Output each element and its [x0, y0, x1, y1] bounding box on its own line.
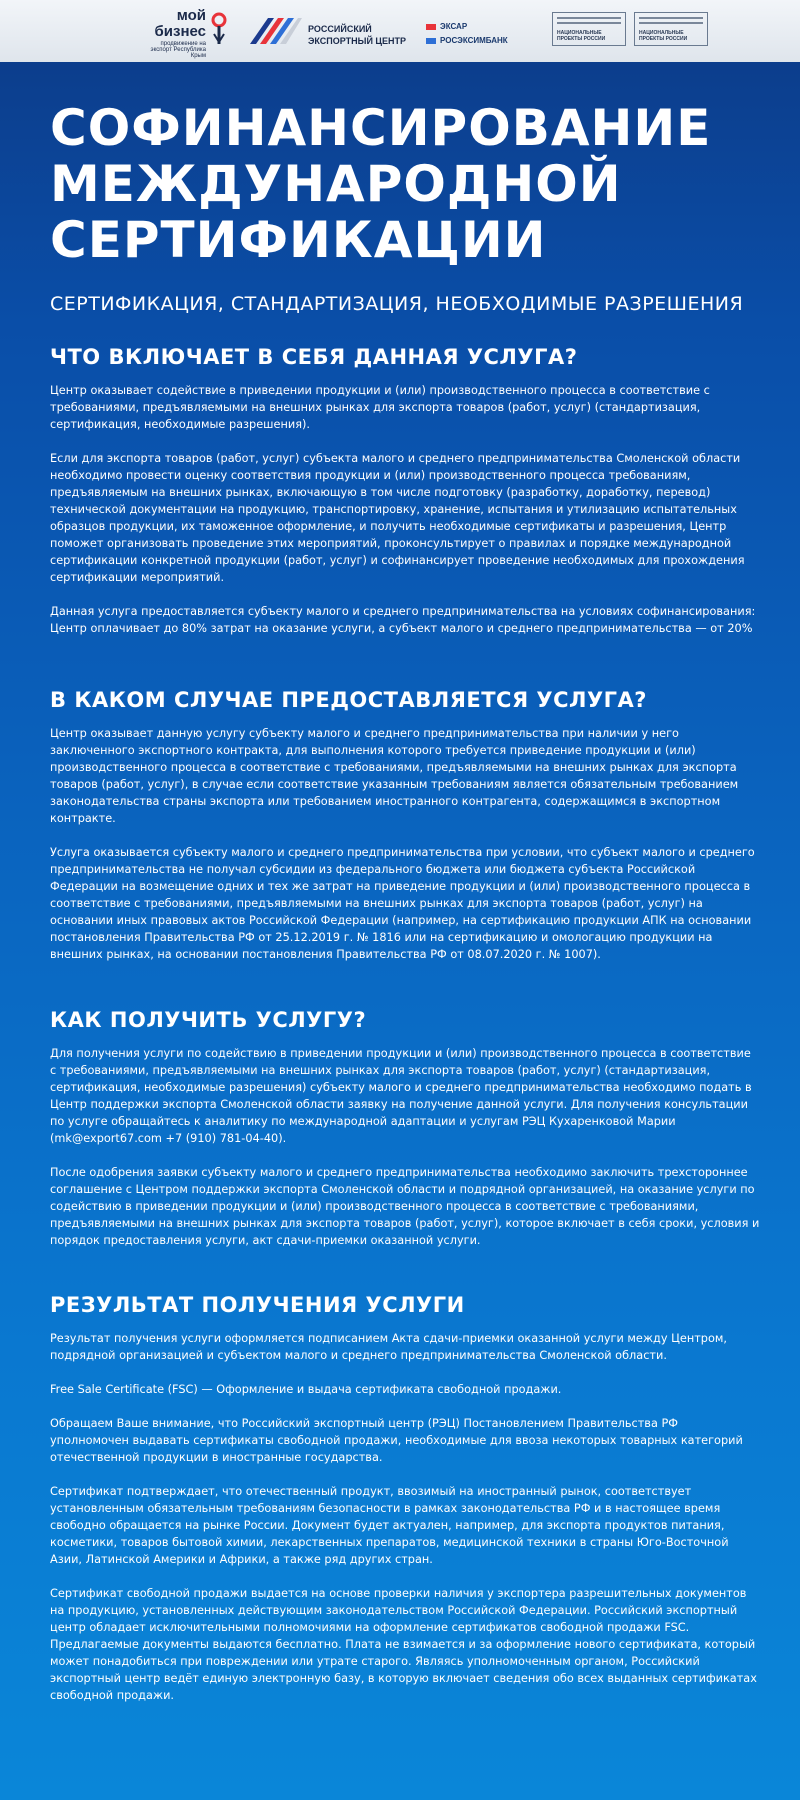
rec-line2: ЭКСПОРТНЫЙ ЦЕНТР	[308, 36, 406, 46]
page-title	[50, 100, 770, 268]
rec-mark-icon	[248, 14, 304, 48]
rec-line1: РОССИЙСКИЙ	[308, 24, 372, 34]
roseximbank-flag-icon	[426, 38, 436, 44]
title-line-2: МЕЖДУНАРОДНОЙ	[50, 155, 622, 213]
title-line-3: СЕРТИФИКАЦИИ	[50, 211, 547, 269]
moy-biznes-tagline: продвижение на экспорт Республика Крым	[150, 41, 206, 59]
section-when-provided	[50, 687, 760, 980]
national-projects-label-1: НАЦИОНАЛЬНЫЕ ПРОЕКТЫ РОССИИ	[557, 30, 606, 42]
exiar-flag-icon	[426, 24, 436, 30]
section-heading: ЧТО ВКЛЮЧАЕТ В СЕБЯ ДАННАЯ УСЛУГА?	[50, 345, 578, 369]
moy-biznes-line2: бизнес	[154, 23, 206, 40]
paragraph: Если для экспорта товаров (работ, услуг) субъекта малого и среднего предпринимательства Смоленской области необходимо провести оценку соответствия продукции и (или) производственного процесса требованиям, предъявляемым на внешних рынках, включающую в том числе подготовку (разработку, доработку, перевод) технической документации на продукцию, транспортировку, хранение, испытания и утилизацию испытательных образцов продукции, их таможенное оформление, и получить необходимые сертификаты и разрешения, Центр поможет организовать проведение этих мероприятий, проконсультирует о правилах и порядке международной сертификации конкретной продукции (работ, услуг) и софинансирует проведение необходимых для прохождения сертификации мероприятий.	[50, 452, 745, 584]
section-heading: РЕЗУЛЬТАТ ПОЛУЧЕНИЯ УСЛУГИ	[50, 1293, 465, 1317]
logo-bar	[0, 0, 800, 62]
paragraph: Сертификат подтверждает, что отечественный продукт, ввозимый на иностранный рынок, соответствует установленным обязательным требованиям безопасности в рамках законодательства РФ и в настоящее время свободно обращается на рынке России. Документ будет актуален, например, для экспорта продуктов питания, косметики, товаров бытовой химии, лекарственных препаратов, медицинской техники в страны Юго-Восточной Азии, Латинской Америки и Африки, а также ряд других стран.	[50, 1485, 729, 1566]
moy-biznes-mark-icon	[210, 12, 228, 46]
paragraph: Услуга оказывается субъекту малого и среднего предпринимательства при условии, что субъект малого и среднего предпринимательства не получал субсидии из федерального бюджета или бюджета субъекта Российской Федерации на возмещение одних и тех же затрат на приведение продукции и (или) производственного процесса в соответствие с требованиями, предъявляемыми на внешних рынках для экспорта товаров (работ, услуг) на основании иных правовых актов Российской Федерации (например, на сертификацию продукции АПК на основании постановления Правительства РФ от 25.12.2019 г. № 1816 или на сертификацию и омологацию продукции на внешних рынках, на основании постановления Правительства РФ от 08.07.2020 г. № 1007).	[50, 846, 755, 961]
paragraph: После одобрения заявки субъекту малого и среднего предпринимательства необходимо заключить трехстороннее соглашение с Центром поддержки экспорта Смоленской области и подрядной организацией, на оказание услуги по содействию в приведении продукции и (или) производственного процесса в соответствие с требованиями, предъявляемыми на внешних рынках для экспорта товаров (работ, услуг), которое включает в себя сроки, условия и порядок предоставления услуги, акт сдачи-приемки оказанной услуги.	[50, 1166, 760, 1247]
section-heading: В КАКОМ СЛУЧАЕ ПРЕДОСТАВЛЯЕТСЯ УСЛУГА?	[50, 688, 647, 712]
paragraph: Данная услуга предоставляется субъекту малого и среднего предпринимательства на условиях софинансирования: Центр оплачивает до 80% затрат на оказание услуги, а субъект малого и среднего предпринимательства — от 20%	[50, 605, 756, 635]
national-projects-logo-2	[634, 12, 708, 46]
exiar-line1: ЭКСАР	[440, 22, 468, 31]
paragraph: Центр оказывает содействие в приведении продукции и (или) производственного процесса в соответствие с требованиями, предъявляемыми на внешних рынках для экспорта товаров (работ, услуг) (стандартизация, сертификация, необходимые разрешения).	[50, 384, 710, 431]
paragraph: Результат получения услуги оформляется подписанием Акта сдачи-приемки оказанной услуги между Центром, подрядной организацией и субъектом малого и среднего предпринимательства Смоленской области.	[50, 1332, 728, 1362]
section-result	[50, 1292, 760, 1721]
section-how-to-get	[50, 1007, 760, 1266]
section-what-included	[50, 344, 760, 654]
section-heading: КАК ПОЛУЧИТЬ УСЛУГУ?	[50, 1008, 367, 1032]
national-projects-label-2: НАЦИОНАЛЬНЫЕ ПРОЕКТЫ РОССИИ	[639, 30, 688, 42]
moy-biznes-logo	[140, 7, 230, 59]
paragraph: Обращаем Ваше внимание, что Российский экспортный центр (РЭЦ) Постановлением Правительства РФ уполномочен выдавать сертификаты свободной продажи, необходимые для ввоза некоторых товарных категорий отечественной продукции в иностранные государства.	[50, 1417, 743, 1464]
paragraph: Сертификат свободной продажи выдается на основе проверки наличия у экспортера разрешительных документов на продукцию, установленных действующим законодательством Российской Федерации. Российский экспортный центр обладает исключительными полномочиями на оформление сертификатов свободной продажи FSC. Предлагаемые документы выдаются бесплатно. Плата не взимается и за оформление нового сертификата, который может понадобиться при повреждении или утрате старого. Являясь уполномоченным органом, Российский экспортный центр ведёт единую электронную базу, в которую включает сведения обо всех выданных сертификатах свободной продажи.	[50, 1587, 757, 1702]
title-line-1: СОФИНАНСИРОВАНИЕ	[50, 99, 712, 157]
page-subtitle: СЕРТИФИКАЦИЯ, СТАНДАРТИЗАЦИЯ, НЕОБХОДИМЫЕ РАЗРЕШЕНИЯ	[50, 293, 744, 315]
rec-logo	[248, 8, 418, 54]
exiar-line2: РОСЭКСИМБАНК	[440, 36, 508, 45]
national-projects-logo-1	[552, 12, 626, 46]
paragraph: Для получения услуги по содействию в приведении продукции и (или) производственного процесса в соответствие с требованиями, предъявляемыми на внешних рынках для экспорта товаров (работ, услуг) (стандартизация, сертификация, необходимые разрешения) субъекту малого и среднего предпринимательства необходимо подать в Центр поддержки экспорта Смоленской области заявку на получение данной услуги. Для получения консультации по услуге обращайтесь к аналитику по международной адаптации и услугам РЭЦ Кухаренковой Марии (mk@export67.com +7 (910) 781-04-40).	[50, 1047, 752, 1145]
exiar-logo	[426, 8, 536, 54]
paragraph: Free Sale Certificate (FSC) — Оформление и выдача сертификата свободной продажи.	[50, 1383, 562, 1396]
moy-biznes-line1: мой	[176, 7, 206, 24]
paragraph: Центр оказывает данную услугу субъекту малого и среднего предпринимательства при наличии у него заключенного экспортного контракта, для выполнения которого требуется приведение продукции и (или) производственного процесса в соответствие с требованиями, предъявляемыми на внешних рынках для экспорта товаров (работ, услуг), в случае если соответствие указанным требованиям является обязательным требованием законодательства страны экспорта или требованием иностранного контрагента, содержащимся в экспортном контракте.	[50, 727, 739, 825]
